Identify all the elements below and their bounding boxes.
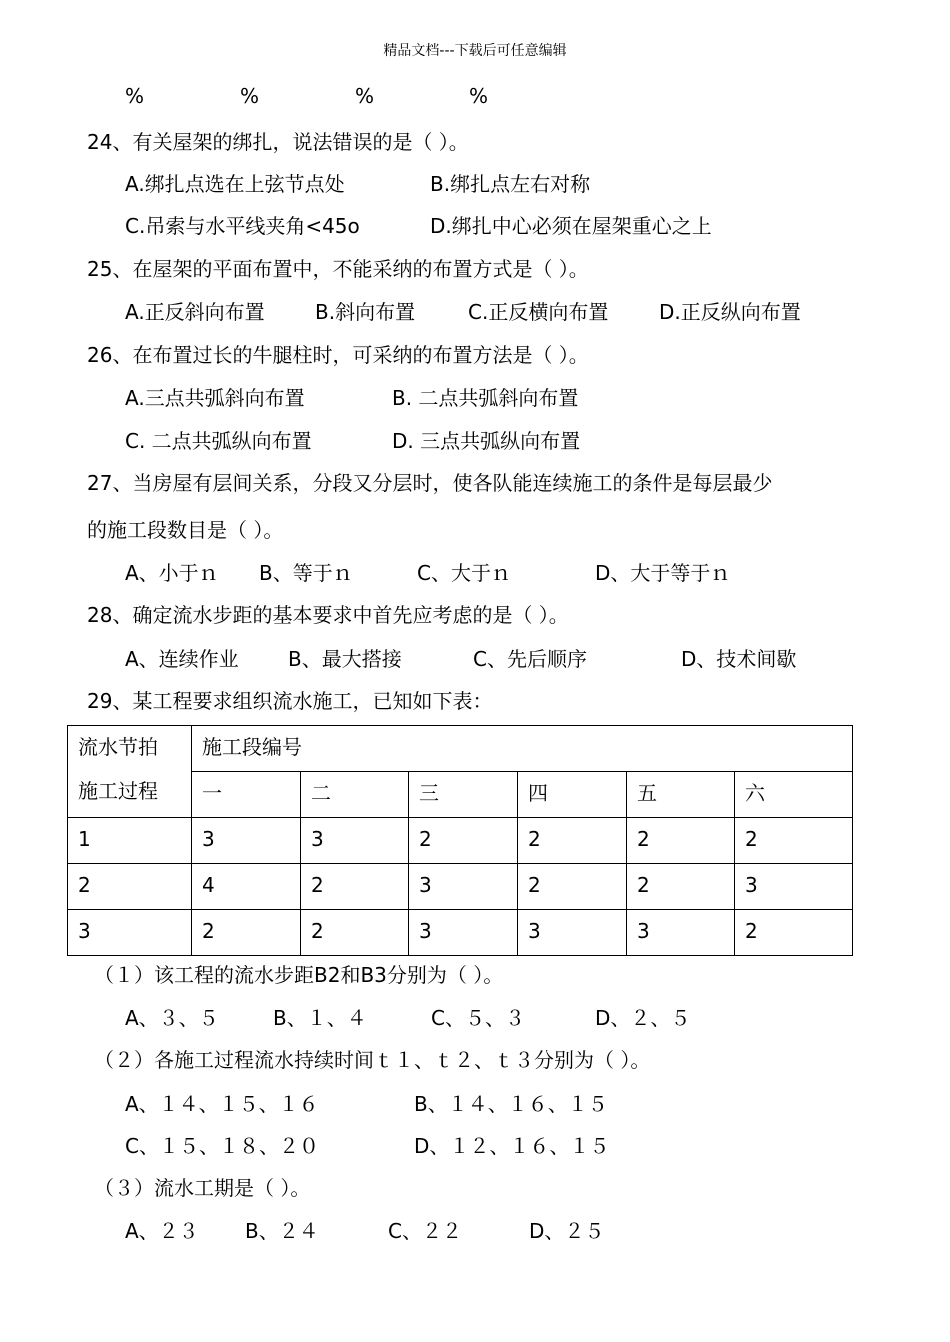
question-27-option-d: D、大于等于ｎ: [595, 561, 731, 585]
table-corner-bottom: 施工过程: [78, 779, 158, 803]
question-24-option-a: A.绑扎点选在上弦节点处: [125, 172, 345, 196]
percent-mark: %: [355, 84, 375, 108]
table-cell: 3: [518, 910, 627, 956]
flow-rhythm-table: [67, 725, 853, 956]
question-27-option-a: A、小于ｎ: [125, 561, 219, 585]
question-25-option-d: D.正反纵向布置: [659, 300, 801, 324]
table-row: [68, 864, 853, 910]
question-27-stem-line-1: 27、当房屋有层间关系，分段又分层时，使各队能连续施工的条件是每层最少: [87, 471, 773, 495]
segment-header: 四: [518, 772, 627, 818]
question-27-option-c: C、大于ｎ: [417, 561, 511, 585]
question-29-sub-2-option-c: C、１５、１８、２０: [125, 1134, 319, 1158]
question-25-option-a: A.正反斜向布置: [125, 300, 265, 324]
table-cell: 2: [627, 864, 735, 910]
table-corner-cell: [68, 726, 192, 818]
table-row: [68, 910, 853, 956]
table-cell: 2: [409, 818, 518, 864]
table-cell: 2: [518, 864, 627, 910]
table-cell: 3: [301, 818, 409, 864]
process-cell: 1: [68, 818, 192, 864]
table-group-header: 施工段编号: [192, 726, 853, 772]
question-29-sub-3-stem: （３）流水工期是（ ）。: [94, 1176, 311, 1200]
segment-header: 五: [627, 772, 735, 818]
question-26-option-a: A.三点共弧斜向布置: [125, 386, 305, 410]
question-26-option-c: C. 二点共弧纵向布置: [125, 429, 312, 453]
percent-mark: %: [240, 84, 260, 108]
question-28-option-b: B、最大搭接: [288, 647, 402, 671]
question-29-sub-3-option-a: A、２３: [125, 1219, 199, 1243]
question-25-option-c: C.正反横向布置: [468, 300, 609, 324]
table-cell: 3: [409, 910, 518, 956]
question-26-option-d: D. 三点共弧纵向布置: [392, 429, 581, 453]
segment-header: 二: [301, 772, 409, 818]
table-cell: 4: [192, 864, 301, 910]
segment-header: 六: [735, 772, 853, 818]
question-29-sub-1-option-d: D、２、５: [595, 1006, 691, 1030]
question-27-stem-line-2: 的施工段数目是（ ）。: [87, 518, 284, 542]
table-corner-top: 流水节拍: [78, 735, 158, 759]
table-cell: 2: [301, 864, 409, 910]
question-29-sub-2-option-b: B、１４、１６、１５: [414, 1092, 608, 1116]
table-row: [68, 818, 853, 864]
question-24-option-c: C.吊索与水平线夹角<45o: [125, 214, 360, 238]
table-cell: 3: [735, 864, 853, 910]
question-24-option-b: B.绑扎点左右对称: [430, 172, 591, 196]
question-29-sub-2-option-d: D、１２、１６、１５: [414, 1134, 610, 1158]
table-cell: 2: [735, 818, 853, 864]
question-29-sub-1-option-a: A、３、５: [125, 1006, 219, 1030]
question-29-sub-3-option-d: D、２５: [529, 1219, 605, 1243]
question-26-stem: 26、在布置过长的牛腿柱时，可采纳的布置方法是（ ）。: [87, 343, 589, 367]
question-28-option-c: C、先后顺序: [473, 647, 587, 671]
question-29-sub-3-option-c: C、２２: [388, 1219, 462, 1243]
question-26-option-b: B. 二点共弧斜向布置: [392, 386, 579, 410]
question-29-sub-1-option-c: C、５、３: [431, 1006, 525, 1030]
question-25-option-b: B.斜向布置: [315, 300, 416, 324]
question-27-option-b: B、等于ｎ: [259, 561, 353, 585]
segment-header: 一: [192, 772, 301, 818]
table-header-row: [68, 726, 853, 772]
table-cell: 3: [627, 910, 735, 956]
question-28-stem: 28、确定流水步距的基本要求中首先应考虑的是（ ）。: [87, 603, 569, 627]
question-29-sub-2-stem: （２）各施工过程流水持续时间ｔ１、ｔ２、ｔ３分别为（ ）。: [94, 1048, 651, 1072]
table-cell: 3: [409, 864, 518, 910]
table-cell: 2: [735, 910, 853, 956]
percent-mark: %: [469, 84, 489, 108]
question-28-option-a: A、连续作业: [125, 647, 239, 671]
question-29-stem: 29、某工程要求组织流水施工，已知如下表：: [87, 689, 493, 713]
segment-header: 三: [409, 772, 518, 818]
table-cell: 2: [518, 818, 627, 864]
question-24-option-d: D.绑扎中心必须在屋架重心之上: [430, 214, 712, 238]
percent-mark: %: [125, 84, 145, 108]
page-header: 精品文档---下载后可任意编辑: [383, 43, 567, 59]
process-cell: 3: [68, 910, 192, 956]
process-cell: 2: [68, 864, 192, 910]
question-25-stem: 25、在屋架的平面布置中，不能采纳的布置方式是（ ）。: [87, 257, 589, 281]
question-24-stem: 24、有关屋架的绑扎，说法错误的是（ ）。: [87, 130, 469, 154]
question-29-sub-2-option-a: A、１４、１５、１６: [125, 1092, 319, 1116]
question-29-sub-1-stem: （１）该工程的流水步距B2和B3分别为（ ）。: [94, 963, 504, 987]
table-cell: 3: [192, 818, 301, 864]
table-cell: 2: [301, 910, 409, 956]
question-29-sub-3-option-b: B、２４: [245, 1219, 319, 1243]
question-28-option-d: D、技术间歇: [681, 647, 797, 671]
table-cell: 2: [627, 818, 735, 864]
table-cell: 2: [192, 910, 301, 956]
question-29-sub-1-option-b: B、１、４: [273, 1006, 367, 1030]
